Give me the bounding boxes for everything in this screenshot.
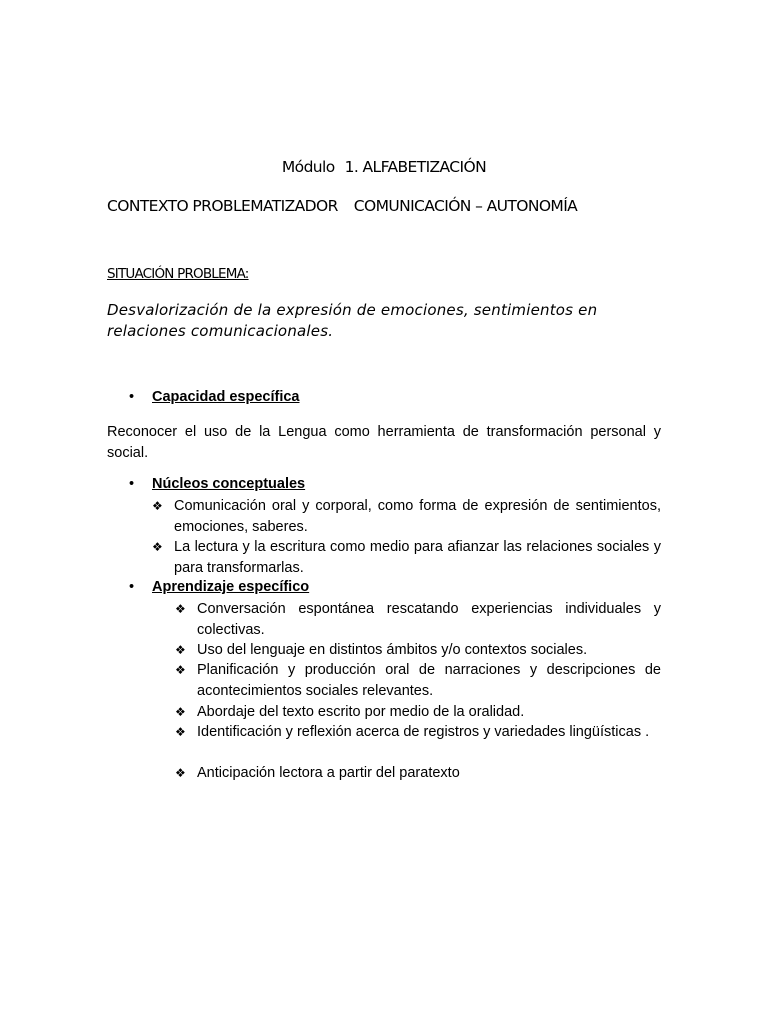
diamond-bullet-icon: ❖ (175, 766, 186, 780)
diamond-bullet-icon: ❖ (175, 643, 186, 657)
situation-text: Desvalorización de la expresión de emociones, sentimientos en relaciones comunicacionales. (107, 301, 598, 340)
diamond-bullet-icon: ❖ (175, 705, 186, 719)
diamond-bullet-icon: ❖ (175, 725, 186, 739)
list-item (175, 702, 661, 723)
aprendizaje-heading: Aprendizaje específico (152, 579, 310, 595)
capacity-text: Reconocer el uso de la Lengua como herramienta de transformación personal y social. (107, 424, 661, 461)
list-item (175, 763, 661, 784)
diamond-bullet-icon: ❖ (175, 663, 186, 677)
list-item-text: Identificación y reflexión acerca de registros y variedades lingüísticas . (197, 724, 650, 740)
list-item-text: Conversación espontánea rescatando experiencias individuales y colectivas. (197, 601, 661, 638)
bullet-icon: • (129, 389, 135, 405)
list-item-text: Uso del lenguaje en distintos ámbitos y/o contextos sociales. (197, 642, 588, 658)
list-item-text: Abordaje del texto escrito por medio de la oralidad. (197, 704, 525, 720)
list-item-text: La lectura y la escritura como medio para afianzar las relaciones sociales y para transformarlas. (174, 539, 661, 576)
module-word: Módulo (281, 158, 335, 176)
list-item (152, 496, 661, 537)
diamond-bullet-icon: ❖ (152, 499, 163, 513)
module-name: 1. ALFABETIZACIÓN (344, 158, 487, 176)
list-item (175, 599, 661, 640)
module-title (0, 158, 768, 176)
list-item (175, 640, 661, 661)
diamond-bullet-icon: ❖ (152, 540, 163, 554)
situation-label: SITUACIÓN PROBLEMA: (107, 266, 249, 282)
list-item (152, 537, 661, 578)
context-label: CONTEXTO PROBLEMATIZADOR (107, 197, 338, 215)
bullet-icon: • (129, 476, 135, 492)
bullet-icon: • (129, 579, 135, 595)
list-item-text: Anticipación lectora a partir del paratexto (197, 765, 460, 781)
list-item (175, 660, 661, 701)
list-item (175, 722, 661, 743)
list-item-text: Comunicación oral y corporal, como forma de expresión de sentimientos, emociones, saberes. (174, 498, 661, 535)
list-item-text: Planificación y producción oral de narraciones y descripciones de acontecimientos sociales relevantes. (197, 662, 661, 699)
diamond-bullet-icon: ❖ (175, 602, 186, 616)
capacity-heading: Capacidad específica (152, 389, 300, 405)
nucleos-heading: Núcleos conceptuales (152, 476, 306, 492)
context-line (107, 197, 577, 215)
context-value: COMUNICACIÓN – AUTONOMÍA (353, 197, 578, 215)
